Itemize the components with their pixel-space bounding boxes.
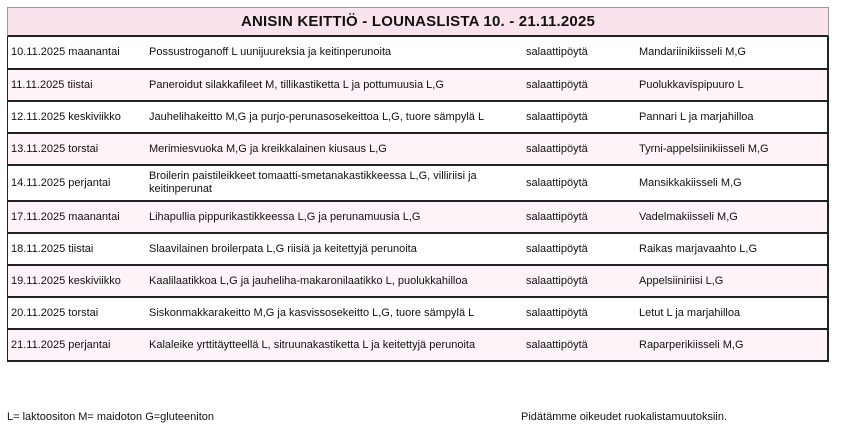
row-main-dish: Possustroganoff L uunijuureksia ja keitinperunoita — [146, 37, 523, 69]
row-main-dish: Slaavilainen broilerpata L,G riisiä ja keitettyjä perunoita — [146, 233, 523, 265]
row-salad: salaattipöytä — [523, 233, 636, 265]
row-date: 12.11.2025 keskiviikko — [8, 101, 147, 133]
row-main-dish: Siskonmakkarakeitto M,G ja kasvissosekeitto L,G, tuore sämpylä L — [146, 297, 523, 329]
table-row — [8, 101, 829, 133]
row-dessert: Vadelmakiisseli M,G — [636, 201, 828, 233]
table-row — [8, 133, 829, 165]
table-row — [8, 265, 829, 297]
row-salad: salaattipöytä — [523, 37, 636, 69]
row-salad: salaattipöytä — [523, 201, 636, 233]
row-dessert: Appelsiiniriisi L,G — [636, 265, 828, 297]
row-date: 18.11.2025 tiistai — [8, 233, 147, 265]
row-main-dish: Broilerin paistileikkeet tomaatti-smetanakastikkeessa L,G, villiriisi ja keitinperunat — [146, 165, 523, 201]
row-salad: salaattipöytä — [523, 133, 636, 165]
row-dessert: Tyrni-appelsiinikiisseli M,G — [636, 133, 828, 165]
row-dessert: Puolukkavispipuuro L — [636, 69, 828, 101]
row-date: 20.11.2025 torstai — [8, 297, 147, 329]
row-main-dish: Merimiesvuoka M,G ja kreikkalainen kiusaus L,G — [146, 133, 523, 165]
row-dessert: Raparperikiisseli M,G — [636, 329, 828, 361]
row-date: 13.11.2025 torstai — [8, 133, 147, 165]
lunch-menu-sheet — [7, 7, 829, 362]
table-row — [8, 329, 829, 361]
row-salad: salaattipöytä — [523, 297, 636, 329]
table-row — [8, 37, 829, 69]
row-salad: salaattipöytä — [523, 265, 636, 297]
row-date: 19.11.2025 keskiviikko — [8, 265, 147, 297]
row-salad: salaattipöytä — [523, 329, 636, 361]
diet-legend: L= laktoositon M= maidoton G=gluteeniton — [7, 411, 214, 423]
row-dessert: Pannari L ja marjahilloa — [636, 101, 828, 133]
row-main-dish: Lihapullia pippurikastikkeessa L,G ja perunamuusia L,G — [146, 201, 523, 233]
table-row — [8, 69, 829, 101]
table-row — [8, 201, 829, 233]
row-date: 21.11.2025 perjantai — [8, 329, 147, 361]
table-row — [8, 297, 829, 329]
row-main-dish: Kaalilaatikkoa L,G ja jauheliha-makaronilaatikko L, puolukkahilloa — [146, 265, 523, 297]
row-main-dish: Jauhelihakeitto M,G ja purjo-perunasosekeittoa L,G, tuore sämpylä L — [146, 101, 523, 133]
row-main-dish: Kalaleike yrttitäytteellä L, sitruunakastiketta L ja keitettyjä perunoita — [146, 329, 523, 361]
menu-disclaimer: Pidätämme oikeudet ruokalistamuutoksiin. — [521, 411, 728, 423]
row-dessert: Mandariinikiisseli M,G — [636, 37, 828, 69]
row-date: 14.11.2025 perjantai — [8, 165, 147, 201]
menu-table — [7, 37, 829, 362]
row-salad: salaattipöytä — [523, 165, 636, 201]
row-main-dish: Paneroidut silakkafileet M, tillikastiketta L ja pottumuusia L,G — [146, 69, 523, 101]
row-date: 11.11.2025 tiistai — [8, 69, 147, 101]
row-date: 10.11.2025 maanantai — [8, 37, 147, 69]
row-dessert: Mansikkakiisseli M,G — [636, 165, 828, 201]
table-row — [8, 165, 829, 201]
row-dessert: Raikas marjavaahto L,G — [636, 233, 828, 265]
row-date: 17.11.2025 maanantai — [8, 201, 147, 233]
row-salad: salaattipöytä — [523, 101, 636, 133]
menu-title: ANISIN KEITTIÖ - LOUNASLISTA 10. - 21.11.2025 — [7, 7, 829, 37]
row-dessert: Letut L ja marjahilloa — [636, 297, 828, 329]
row-salad: salaattipöytä — [523, 69, 636, 101]
table-row — [8, 233, 829, 265]
